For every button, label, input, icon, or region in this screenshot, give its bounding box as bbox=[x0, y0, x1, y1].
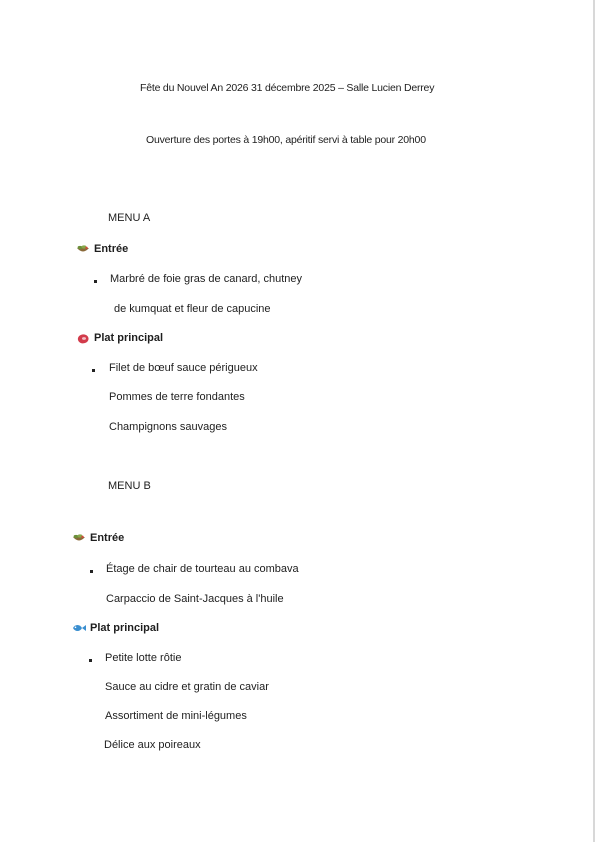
event-title-line: Fête du Nouvel An 2026 31 décembre 2025 – Salle Lucien Derrey bbox=[140, 82, 435, 94]
menu-b-plat-line-2: Sauce au cidre et gratin de caviar bbox=[105, 681, 269, 693]
menu-b-entree-line-2: Carpaccio de Saint-Jacques à l'huile bbox=[106, 593, 284, 605]
salad-bowl-icon bbox=[72, 533, 86, 543]
menu-b-plat-line-4: Délice aux poireaux bbox=[104, 739, 201, 751]
menu-a-plat-label: Plat principal bbox=[94, 332, 164, 344]
bullet bbox=[92, 369, 95, 372]
event-schedule-line: Ouverture des portes à 19h00, apéritif servi à table pour 20h00 bbox=[146, 134, 426, 146]
menu-b-plat-label: Plat principal bbox=[90, 622, 160, 634]
bullet bbox=[90, 570, 93, 573]
menu-a-entree-line-1: Marbré de foie gras de canard, chutney bbox=[110, 273, 303, 285]
menu-b-entree-heading bbox=[72, 532, 124, 544]
menu-a-plat-line-2: Pommes de terre fondantes bbox=[109, 391, 245, 403]
fish-icon bbox=[72, 623, 86, 633]
menu-b-plat-heading bbox=[72, 622, 159, 634]
menu-b-entree-line-1: Étage de chair de tourteau au combava bbox=[106, 563, 299, 575]
meat-icon bbox=[76, 333, 90, 343]
menu-a-entree-label: Entrée bbox=[94, 243, 129, 255]
menu-a-entree-heading bbox=[76, 243, 128, 255]
menu-a-plat-line-1: Filet de bœuf sauce périgueux bbox=[109, 362, 258, 374]
menu-a-title: MENU A bbox=[108, 212, 151, 224]
menu-b-plat-line-3: Assortiment de mini-légumes bbox=[105, 710, 247, 722]
menu-a-plat-line-3: Champignons sauvages bbox=[109, 421, 228, 433]
bullet bbox=[89, 659, 92, 662]
menu-a-entree-line-2: de kumquat et fleur de capucine bbox=[114, 303, 271, 315]
menu-b-plat-line-1: Petite lotte rôtie bbox=[105, 652, 182, 664]
salad-bowl-icon bbox=[76, 244, 90, 254]
menu-a-plat-heading bbox=[76, 332, 163, 344]
menu-b-entree-label: Entrée bbox=[90, 532, 125, 544]
menu-b-title: MENU B bbox=[108, 480, 151, 492]
bullet bbox=[94, 280, 97, 283]
